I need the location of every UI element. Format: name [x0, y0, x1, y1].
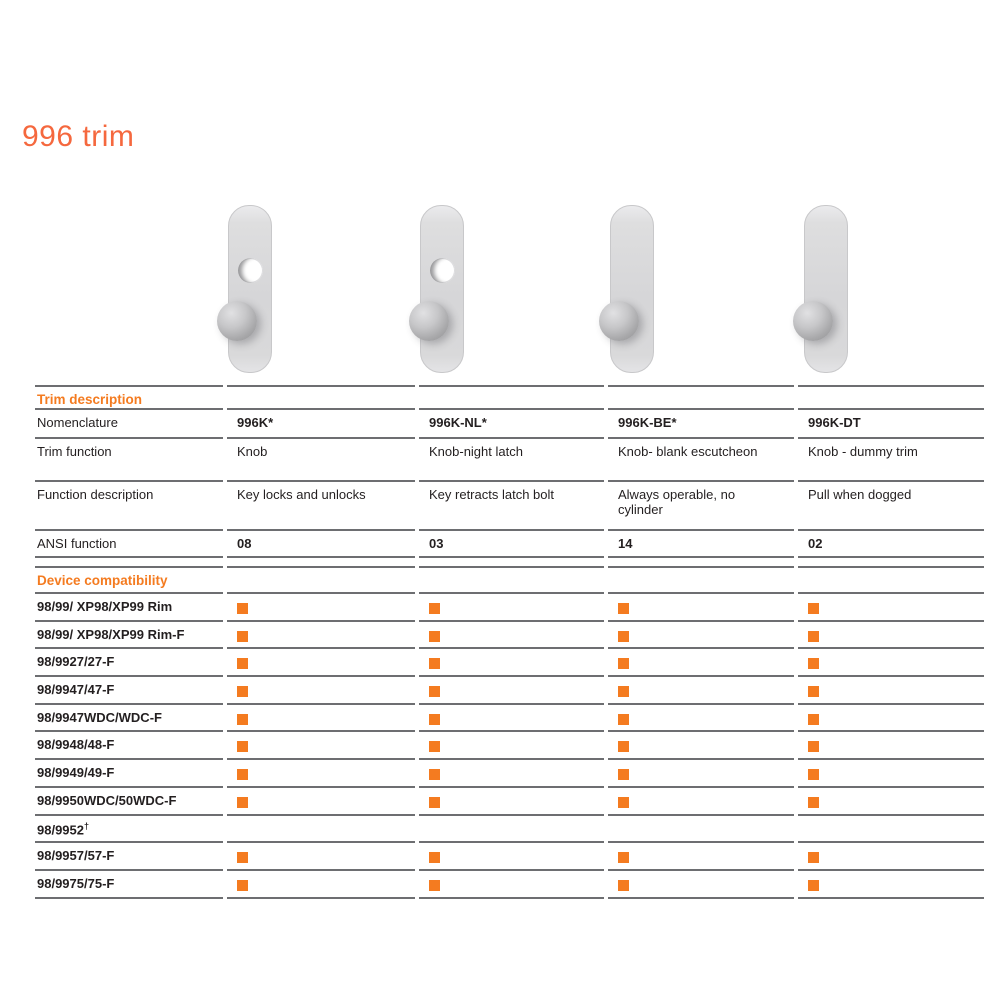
compat-cell	[227, 703, 415, 731]
compat-cell	[608, 758, 794, 786]
table-cell	[419, 385, 604, 408]
table-bottom-rule	[35, 897, 984, 904]
compatibility-square	[429, 631, 440, 642]
table-row	[35, 841, 984, 869]
value-cell: Pull when dogged	[798, 480, 984, 529]
compat-cell	[419, 814, 604, 842]
page-title: 996 trim	[22, 120, 135, 153]
rule-segment	[35, 897, 223, 904]
compat-cell	[227, 869, 415, 897]
compatibility-square	[808, 603, 819, 614]
compat-cell	[419, 758, 604, 786]
compat-cell	[798, 758, 984, 786]
device-name: 98/9949/49-F	[37, 765, 115, 781]
compat-cell	[227, 620, 415, 648]
compat-cell	[798, 592, 984, 620]
compat-cell	[798, 841, 984, 869]
compatibility-square	[429, 741, 440, 752]
knob	[217, 301, 257, 341]
device-name: 98/9952	[37, 821, 84, 837]
knob	[793, 301, 833, 341]
table-cell	[798, 385, 984, 408]
device-compatibility-table	[35, 566, 984, 904]
rule-segment	[35, 556, 223, 563]
rule-segment	[608, 556, 794, 563]
row-label: ANSI function	[35, 529, 223, 556]
trim-description-heading: Trim description	[35, 385, 223, 408]
compat-cell	[419, 786, 604, 814]
value-cell: 02	[798, 529, 984, 556]
compat-cell	[419, 730, 604, 758]
compatibility-square	[618, 880, 629, 891]
compatibility-square	[429, 880, 440, 891]
escutcheon-plate	[610, 205, 654, 373]
compatibility-square	[618, 741, 629, 752]
row-label	[35, 592, 223, 620]
rule-segment	[419, 556, 604, 563]
rule-segment	[608, 897, 794, 904]
device-name: 98/9947/47-F	[37, 682, 115, 698]
compatibility-square	[429, 603, 440, 614]
table-row	[35, 647, 984, 675]
table-row	[35, 437, 984, 480]
table-bottom-rule	[35, 556, 984, 563]
device-name: 98/9975/75-F	[37, 875, 115, 891]
table-row	[35, 814, 984, 842]
device-name: 98/9927/27-F	[37, 654, 115, 670]
compatibility-square	[237, 880, 248, 891]
compat-cell	[798, 786, 984, 814]
trim-description-header-row	[35, 385, 984, 408]
rule-segment	[227, 556, 415, 563]
compatibility-square	[618, 852, 629, 863]
compatibility-square	[429, 714, 440, 725]
device-name: 98/9957/57-F	[37, 848, 115, 864]
row-label	[35, 675, 223, 703]
row-label: Trim function	[35, 437, 223, 480]
compatibility-square	[808, 714, 819, 725]
table-row	[35, 529, 984, 556]
compat-cell	[227, 647, 415, 675]
table-cell	[608, 385, 794, 408]
table-row	[35, 786, 984, 814]
value-cell: Key locks and unlocks	[227, 480, 415, 529]
value-cell: Knob- blank escutcheon	[608, 437, 794, 480]
compatibility-square	[237, 852, 248, 863]
compat-cell	[608, 675, 794, 703]
compatibility-square	[237, 603, 248, 614]
knob	[599, 301, 639, 341]
value-cell: 996K*	[227, 408, 415, 437]
table-row	[35, 730, 984, 758]
compat-cell	[227, 758, 415, 786]
table-row	[35, 869, 984, 897]
compatibility-square	[618, 769, 629, 780]
value-cell: Always operable, no cylinder	[608, 480, 794, 529]
device-name: 98/99/ XP98/XP99 Rim-F	[37, 626, 185, 642]
table-cell	[608, 566, 794, 592]
compatibility-square	[808, 852, 819, 863]
rule-segment	[227, 897, 415, 904]
row-label	[35, 869, 223, 897]
table-row	[35, 592, 984, 620]
escutcheon-plate	[420, 205, 464, 373]
compat-cell	[227, 592, 415, 620]
compatibility-square	[429, 658, 440, 669]
compatibility-square	[237, 631, 248, 642]
compat-cell	[419, 675, 604, 703]
compatibility-square	[808, 686, 819, 697]
device-compatibility-header-row	[35, 566, 984, 592]
row-label	[35, 647, 223, 675]
value-cell: 03	[419, 529, 604, 556]
compat-cell	[419, 620, 604, 648]
row-label: Nomenclature	[35, 408, 223, 437]
compatibility-square	[618, 686, 629, 697]
compat-cell	[227, 675, 415, 703]
row-label	[35, 730, 223, 758]
value-cell: 14	[608, 529, 794, 556]
compat-cell	[608, 647, 794, 675]
compatibility-square	[618, 797, 629, 808]
compatibility-square	[618, 631, 629, 642]
rule-segment	[419, 897, 604, 904]
row-label	[35, 814, 223, 842]
compatibility-square	[808, 797, 819, 808]
trim-image-996K	[228, 205, 272, 373]
trim-description-table	[35, 385, 984, 563]
compatibility-square	[618, 658, 629, 669]
rule-segment	[798, 897, 984, 904]
escutcheon-plate	[228, 205, 272, 373]
compat-cell	[608, 786, 794, 814]
compat-cell	[798, 620, 984, 648]
table-cell	[227, 385, 415, 408]
table-row	[35, 758, 984, 786]
compat-cell	[798, 703, 984, 731]
value-cell: Knob - dummy trim	[798, 437, 984, 480]
row-label	[35, 758, 223, 786]
device-name: 98/9950WDC/50WDC-F	[37, 792, 177, 808]
rule-segment	[798, 556, 984, 563]
trim-image-996K-BE	[610, 205, 654, 373]
table-row	[35, 480, 984, 529]
compatibility-square	[808, 741, 819, 752]
row-label	[35, 786, 223, 814]
compatibility-square	[429, 797, 440, 808]
compat-cell	[608, 841, 794, 869]
compatibility-square	[808, 631, 819, 642]
value-cell: 996K-DT	[798, 408, 984, 437]
value-cell: 996K-NL*	[419, 408, 604, 437]
table-row	[35, 408, 984, 437]
trim-image-996K-NL	[420, 205, 464, 373]
value-cell: Knob	[227, 437, 415, 480]
compatibility-square	[618, 714, 629, 725]
compat-cell	[227, 786, 415, 814]
trim-images	[0, 0, 1000, 400]
compat-cell	[608, 592, 794, 620]
cylinder-hole	[430, 258, 455, 283]
compatibility-square	[429, 686, 440, 697]
compat-cell	[227, 841, 415, 869]
compat-cell	[419, 869, 604, 897]
row-label	[35, 620, 223, 648]
compat-cell	[608, 620, 794, 648]
compatibility-square	[237, 797, 248, 808]
row-label	[35, 703, 223, 731]
compat-cell	[608, 814, 794, 842]
compat-cell	[419, 841, 604, 869]
cylinder-hole	[238, 258, 263, 283]
value-cell: Key retracts latch bolt	[419, 480, 604, 529]
compat-cell	[798, 814, 984, 842]
table-cell	[227, 566, 415, 592]
compat-cell	[608, 730, 794, 758]
compatibility-square	[237, 686, 248, 697]
compat-cell	[608, 703, 794, 731]
footnote-marker: †	[84, 820, 90, 831]
compatibility-square	[808, 769, 819, 780]
table-cell	[798, 566, 984, 592]
device-name: 98/9947WDC/WDC-F	[37, 709, 162, 725]
compat-cell	[419, 703, 604, 731]
compat-cell	[798, 730, 984, 758]
compat-cell	[798, 869, 984, 897]
compat-cell	[798, 647, 984, 675]
table-cell	[419, 566, 604, 592]
row-label: Function description	[35, 480, 223, 529]
row-label	[35, 841, 223, 869]
value-cell: 08	[227, 529, 415, 556]
compatibility-square	[618, 603, 629, 614]
table-row	[35, 620, 984, 648]
compatibility-square	[237, 741, 248, 752]
compatibility-square	[237, 714, 248, 725]
table-row	[35, 675, 984, 703]
compatibility-square	[237, 769, 248, 780]
device-name: 98/99/ XP98/XP99 Rim	[37, 599, 173, 614]
escutcheon-plate	[804, 205, 848, 373]
compat-cell	[419, 592, 604, 620]
value-cell: Knob-night latch	[419, 437, 604, 480]
compat-cell	[419, 647, 604, 675]
device-compatibility-heading: Device compatibility	[35, 566, 223, 592]
compat-cell	[798, 675, 984, 703]
trim-image-996K-DT	[804, 205, 848, 373]
device-name: 98/9948/48-F	[37, 737, 115, 753]
compatibility-square	[429, 852, 440, 863]
compatibility-square	[808, 880, 819, 891]
compat-cell	[227, 730, 415, 758]
table-row	[35, 703, 984, 731]
compat-cell	[608, 869, 794, 897]
value-cell: 996K-BE*	[608, 408, 794, 437]
compatibility-square	[237, 658, 248, 669]
knob	[409, 301, 449, 341]
compatibility-square	[429, 769, 440, 780]
compatibility-square	[808, 658, 819, 669]
compat-cell	[227, 814, 415, 842]
